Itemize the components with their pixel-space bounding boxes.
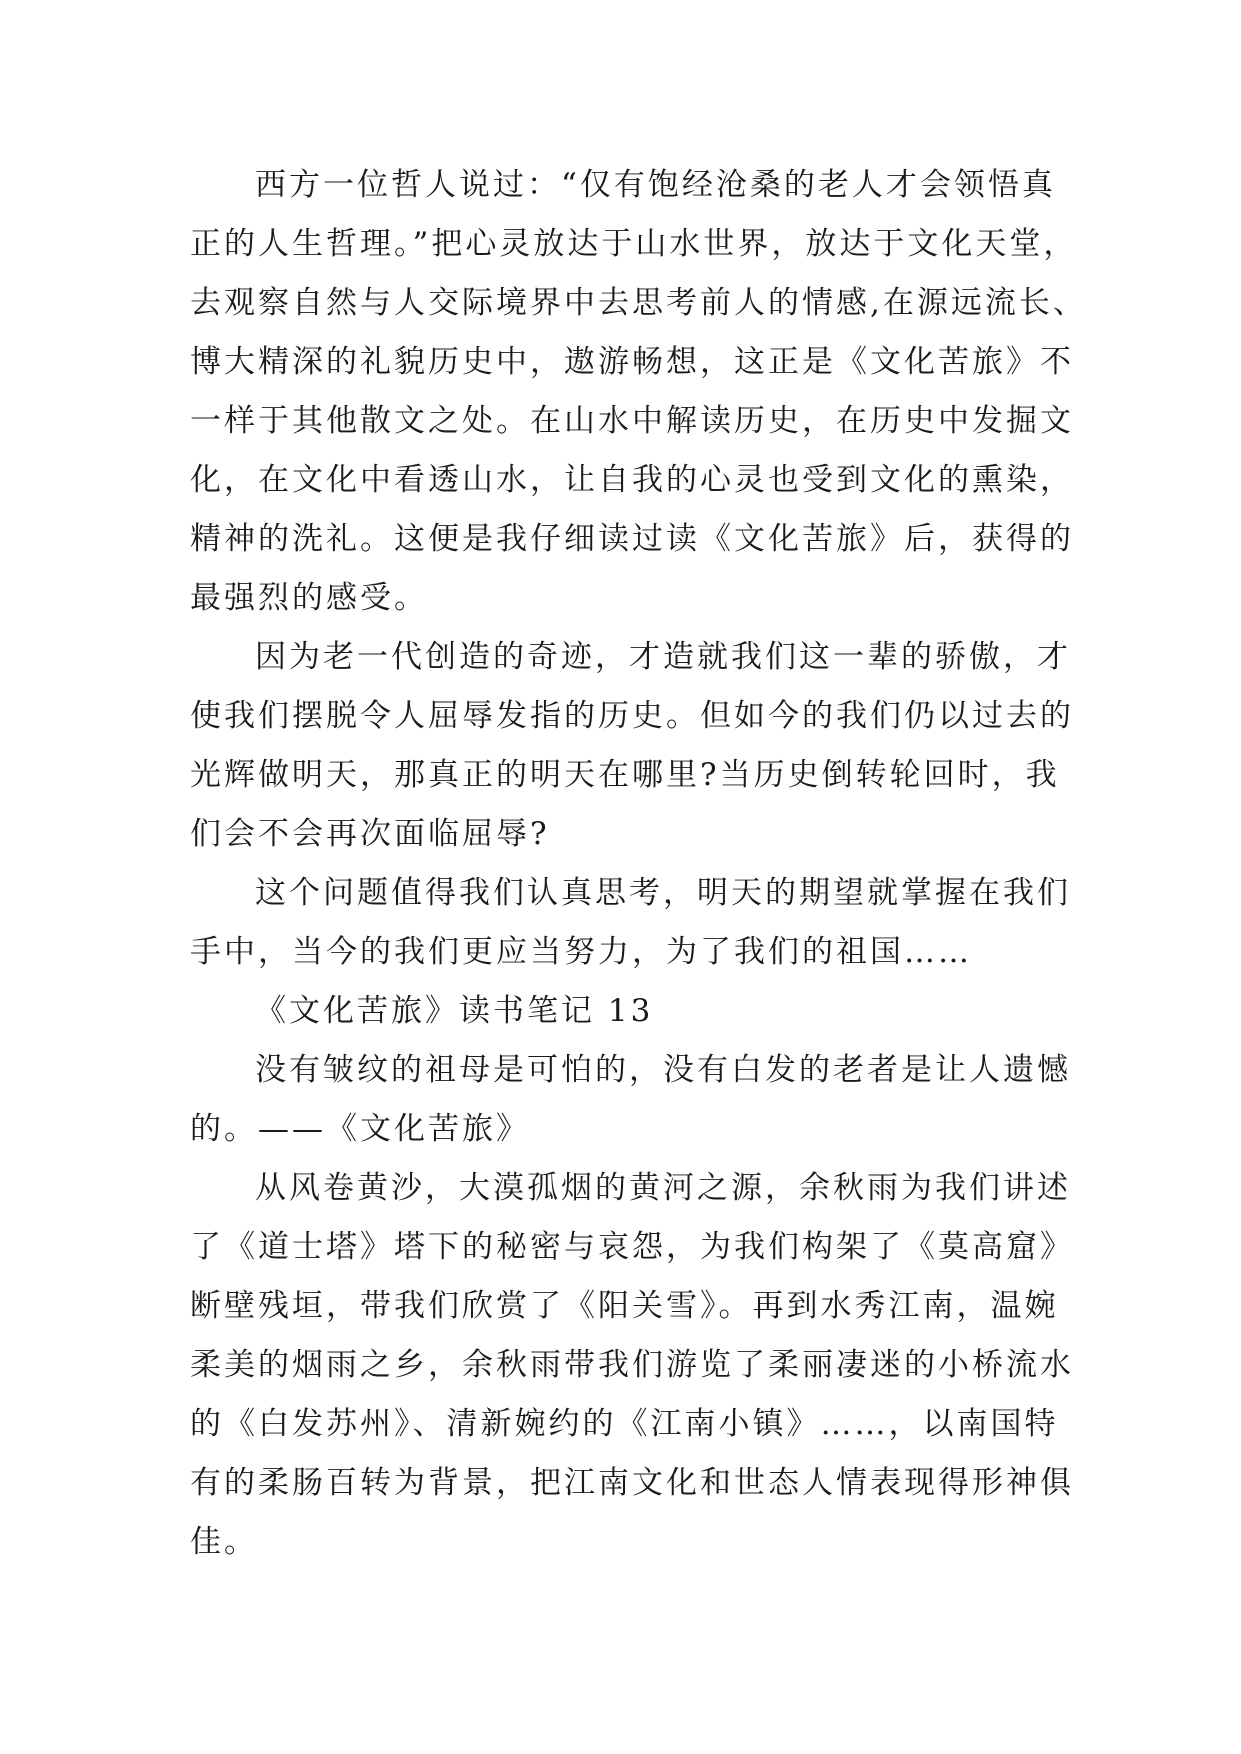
text-line: 有的柔肠百转为背景，把江南文化和世态人情表现得形神俱 xyxy=(190,1465,1074,1501)
document-body xyxy=(190,156,1087,1572)
text-line: 《文化苦旅》读书笔记 13 xyxy=(255,993,654,1029)
text-line: 使我们摆脱令人屈辱发指的历史。但如今的我们仍以过去的 xyxy=(190,698,1074,734)
text-line: 正的人生哲理。”把心灵放达于山水世界，放达于文化天堂， xyxy=(190,226,1078,262)
text-line: 去观察自然与人交际境界中去思考前人的情感,在源远流长、 xyxy=(190,285,1087,321)
text-line: 精神的洗礼。这便是我仔细读过读《文化苦旅》后，获得的 xyxy=(190,521,1074,557)
text-line: 最强烈的感受。 xyxy=(190,580,428,616)
text-line: 柔美的烟雨之乡，余秋雨带我们游览了柔丽凄迷的小桥流水 xyxy=(190,1347,1074,1383)
text-line: 一样于其他散文之处。在山水中解读历史，在历史中发掘文 xyxy=(190,403,1074,439)
text-line: 西方一位哲人说过：“仅有饱经沧桑的老人才会领悟真 xyxy=(255,167,1056,203)
text-line: 化，在文化中看透山水，让自我的心灵也受到文化的熏染， xyxy=(190,462,1074,498)
text-line: 断壁残垣，带我们欣赏了《阳关雪》。再到水秀江南，温婉 xyxy=(190,1288,1059,1324)
text-line: 佳。 xyxy=(190,1524,258,1560)
text-line: 从风卷黄沙，大漠孤烟的黄河之源，余秋雨为我们讲述 xyxy=(255,1170,1071,1206)
text-line: 的《白发苏州》、清新婉约的《江南小镇》……，以南国特 xyxy=(190,1406,1059,1442)
text-line: 这个问题值得我们认真思考，明天的期望就掌握在我们 xyxy=(255,875,1071,911)
text-line: 因为老一代创造的奇迹，才造就我们这一辈的骄傲，才 xyxy=(255,639,1071,675)
text-line: 们会不会再次面临屈辱? xyxy=(190,816,550,852)
text-line: 了《道士塔》塔下的秘密与哀怨，为我们构架了《莫高窟》 xyxy=(190,1229,1074,1265)
text-line: 没有皱纹的祖母是可怕的，没有白发的老者是让人遗憾 xyxy=(255,1052,1071,1088)
text-line: 的。——《文化苦旅》 xyxy=(190,1111,530,1147)
text-line: 博大精深的礼貌历史中，遨游畅想，这正是《文化苦旅》不 xyxy=(190,344,1074,380)
text-line: 光辉做明天，那真正的明天在哪里?当历史倒转轮回时，我 xyxy=(190,757,1060,793)
text-line: 手中，当今的我们更应当努力，为了我们的祖国…… xyxy=(190,934,972,970)
